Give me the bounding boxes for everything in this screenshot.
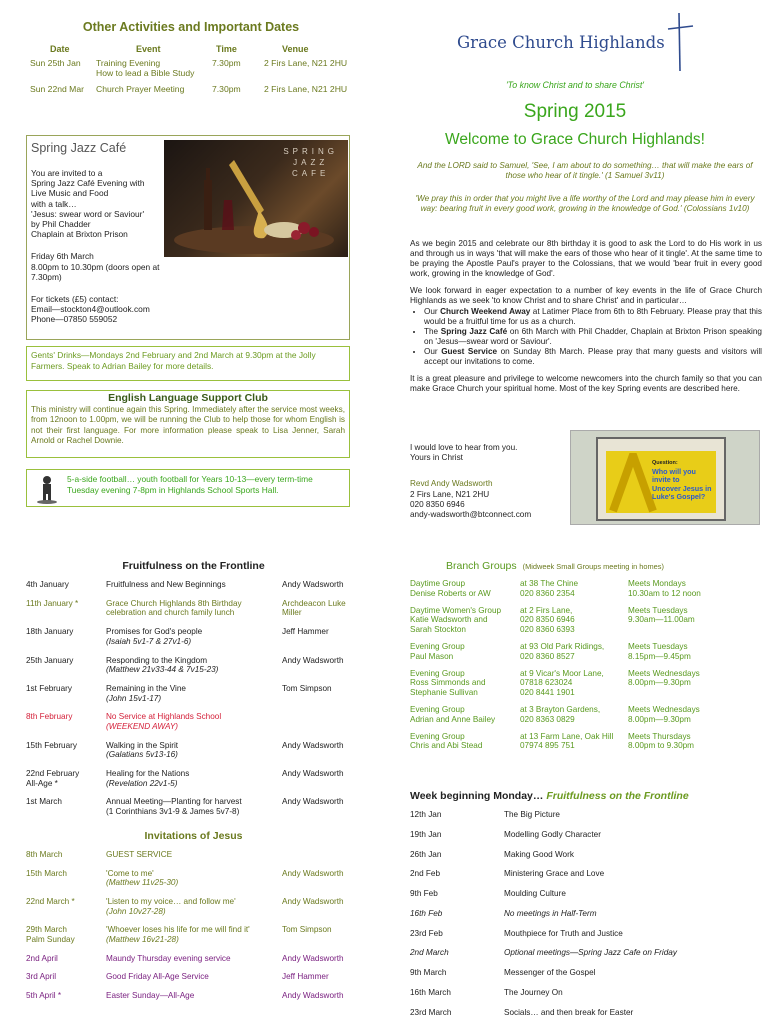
week-topic: Ministering Grace and Love <box>504 869 605 879</box>
intro-paragraph-3: It is a great pleasure and privilege to welcome newcomers into the church family so that you can make Grace Church your spiritual home. Most of the key Spring events are described here. <box>410 374 762 394</box>
clipboard-question: Question: Who will you invite to Uncover Jesus in Luke's Gospel? <box>652 460 712 501</box>
sermon-reference: (Revelation 22v1-5) <box>106 778 178 788</box>
table-row <box>410 705 765 732</box>
sermon-title: 'Whoever loses his life for me will find it' (Matthew 16v21-28) <box>106 925 250 944</box>
sign-email: andy-wadsworth@btconnect.com <box>410 510 532 520</box>
jazz-date: Friday 6th March 8.00pm to 10.30pm (doors open at 7.30pm) <box>31 251 160 282</box>
fruit-title: Fruitfulness on the Frontline <box>122 560 265 572</box>
activity-venue: 2 Firs Lane, N21 2HU <box>264 84 348 94</box>
week-date: 26th Jan <box>410 849 442 859</box>
football-player-icon <box>35 474 59 504</box>
table-row <box>410 850 765 870</box>
table-row <box>26 599 361 627</box>
group-time: Meets Wednesdays 8.00pm—9.30pm <box>628 704 700 724</box>
branch-header <box>410 560 765 572</box>
table-row <box>410 968 765 988</box>
sermon-date: 8th February <box>26 712 73 722</box>
sermon-speaker <box>282 850 361 869</box>
sermon-date: 25th January <box>26 655 74 665</box>
sermon-speaker: Tom Simpson <box>282 683 332 693</box>
table-row <box>26 684 361 712</box>
branch-subtitle: (Midweek Small Groups meeting in homes) <box>522 562 664 571</box>
sermon-table <box>26 580 361 826</box>
sermon-title: No Service at Highlands School (WEEKEND AWAY) <box>106 712 222 731</box>
week-date: 2nd March <box>410 948 449 958</box>
sermon-date: 3rd April <box>26 972 57 982</box>
sermon-title: Good Friday All-Age Service <box>106 972 209 982</box>
week-date: 12th Jan <box>410 810 442 819</box>
sermon-title: Promises for God's people (Isaiah 5v1-7 & 27v1-6) <box>106 627 203 646</box>
week-topic: Socials… and then break for Easter <box>504 1007 634 1017</box>
table-row <box>26 869 361 897</box>
jazz-invite: You are invited to a Spring Jazz Café Evening with Live Music and Food with a talk… 'Jesus: swear word or Saviour' by Phil Chadder Chaplain at Brixton Prison <box>31 168 145 240</box>
group-address: at 3 Brayton Gardens, 020 8363 0829 <box>520 704 601 724</box>
verse-samuel: And the LORD said to Samuel, 'See, I am about to do something… that will make the ears of those who hear of it tingle.' (1 Samuel 3v11) <box>417 161 753 181</box>
sermon-speaker: Andy Wadsworth <box>282 769 344 779</box>
sermon-title: 'Listen to my voice… and follow me' (John 10v27-28) <box>106 896 236 916</box>
church-logo <box>455 13 695 73</box>
table-row <box>410 642 765 669</box>
table-row <box>26 741 361 769</box>
sermon-reference: (Galatians 5v13-16) <box>106 750 178 760</box>
sermon-title: Annual Meeting—Planting for harvest (1 Corinthians 3v1-9 & James 5v7-8) <box>106 797 242 816</box>
activities-section <box>26 20 356 100</box>
branch-title: Branch Groups <box>446 560 517 572</box>
table-row <box>410 1008 765 1024</box>
table-row <box>410 732 765 759</box>
sermon-speaker: Andy Wadsworth <box>282 868 344 878</box>
invitations-title: Invitations of Jesus <box>144 829 243 842</box>
sermon-speaker: Andy Wadsworth <box>282 896 344 906</box>
table-row <box>410 869 765 889</box>
sermon-reference: (John 15v1-17) <box>106 693 162 703</box>
sermon-date: 22nd February All-Age * <box>26 769 80 788</box>
sermon-date: 29th March Palm Sunday <box>26 925 75 944</box>
sermon-reference: (WEEKEND AWAY) <box>106 721 179 731</box>
week-section <box>410 790 765 1024</box>
group-time: Meets Tuesdays 8.15pm—9.45pm <box>628 641 691 661</box>
clipboard-image <box>570 430 760 525</box>
sermon-date: 8th March <box>26 849 63 859</box>
jazz-tickets: For tickets (£5) contact: Email—stockton4@outlook.com Phone—07850 559052 <box>31 294 150 325</box>
group-name: Evening Group Paul Mason <box>410 641 465 661</box>
col-time: Time <box>216 44 237 54</box>
sermon-title: 'Come to me' (Matthew 11v25-30) <box>106 868 179 888</box>
sermon-title: Healing for the Nations (Revelation 22v1-5) <box>106 769 190 788</box>
activity-time: 7.30pm <box>212 58 241 68</box>
group-name: Evening Group Chris and Abi Stead <box>410 731 483 751</box>
jazz-cafe-box <box>26 135 350 340</box>
sign-phone: 020 8350 6946 <box>410 499 465 509</box>
table-row <box>26 656 361 684</box>
branch-table <box>410 579 765 758</box>
table-row <box>410 909 765 929</box>
week-topic: The Big Picture <box>504 810 560 819</box>
table-row <box>26 627 361 655</box>
sermon-reference: (Matthew 11v25-30) <box>106 878 179 888</box>
sign-line: Yours in Christ <box>410 453 463 463</box>
sermon-date: 4th January <box>26 580 69 589</box>
table-row <box>26 712 361 740</box>
table-row <box>410 988 765 1008</box>
sermon-title: GUEST SERVICE <box>106 849 173 859</box>
table-row <box>26 897 361 925</box>
activity-date: Sun 25th Jan <box>30 58 81 68</box>
sermon-reference: (John 10v27-28) <box>106 906 166 916</box>
intro-letter <box>410 239 762 401</box>
table-row <box>26 954 361 973</box>
sermon-reference: (Isaiah 5v1-7 & 27v1-6) <box>106 636 192 646</box>
sermon-speaker: Andy Wadsworth <box>282 797 344 807</box>
group-time: Meets Tuesdays 9.30am—11.00am <box>628 605 695 625</box>
sermon-speaker: Andy Wadsworth <box>282 655 344 665</box>
key-events-list <box>424 307 762 368</box>
sermon-speaker: Andy Wadsworth <box>282 991 344 1001</box>
week-date: 16th Feb <box>410 908 443 918</box>
table-row <box>410 579 765 606</box>
sermon-speaker: Jeff Hammer <box>282 972 329 982</box>
sermon-date: 15th February <box>26 740 77 750</box>
sermon-title: Grace Church Highlands 8th Birthday celebration and church family lunch <box>106 598 242 618</box>
table-row <box>410 669 765 705</box>
intro-paragraph-1: As we begin 2015 and celebrate our 8th birthday it is good to ask the Lord to do His work in us and through us in ways 'that will make the ears of those who hear of it tingle'. At the same time to be praying the Apostle Paul's prayer to the Colossians, that we would 'bear fruit in every good work, growing in the knowledge of God'. <box>410 239 762 279</box>
week-date: 23rd March <box>410 1007 452 1017</box>
group-time: Meets Wednesdays 8.00pm—9.30pm <box>628 668 700 688</box>
activity-date: Sun 22nd Mar <box>30 84 84 94</box>
table-row <box>26 769 361 797</box>
table-row <box>26 850 361 869</box>
branch-groups-section <box>410 560 765 758</box>
week-header: Week beginning Monday… Fruitfulness on the Frontline <box>410 790 689 802</box>
week-topic: Optional meetings—Spring Jazz Cafe on Friday <box>504 948 677 958</box>
sermon-title: Easter Sunday—All-Age <box>106 991 195 1001</box>
sign-name: Revd Andy Wadsworth <box>410 479 493 489</box>
jazz-title: Spring Jazz Café <box>31 141 127 155</box>
week-table <box>410 810 765 1024</box>
clipboard-icon <box>596 437 726 521</box>
week-topic: Modelling Godly Character <box>504 829 601 839</box>
group-address: at 13 Farm Lane, Oak Hill 07974 895 751 <box>520 731 614 751</box>
week-date: 2nd Feb <box>410 869 441 879</box>
activities-title: Other Activities and Important Dates <box>82 20 300 34</box>
sermon-date: 11th January * <box>26 598 79 608</box>
jazz-image-text: SPRING JAZZ CAFE <box>283 147 338 178</box>
tagline: 'To know Christ and to share Christ' <box>506 80 644 90</box>
sermon-title: Remaining in the Vine (John 15v1-17) <box>106 683 186 703</box>
welcome-heading: Welcome to Grace Church Highlands! <box>445 131 705 148</box>
week-date: 9th March <box>410 968 447 978</box>
english-club-title: English Language Support Club <box>108 392 268 404</box>
group-name: Daytime Group Denise Roberts or AW <box>410 579 491 598</box>
sermon-title: Walking in the Spirit (Galatians 5v13-16) <box>106 740 179 760</box>
sermon-speaker: Andy Wadsworth <box>282 740 344 750</box>
table-row <box>410 606 765 642</box>
week-date: 16th March <box>410 988 451 998</box>
activity-event: Church Prayer Meeting <box>96 84 185 94</box>
english-club-box <box>26 390 350 458</box>
table-row <box>26 991 361 1010</box>
sermon-speaker <box>282 712 361 740</box>
table-row <box>410 948 765 968</box>
table-row <box>26 58 356 84</box>
sermon-date: 22nd March * <box>26 896 75 906</box>
table-row <box>410 830 765 850</box>
group-address: at 38 The Chine 020 8360 2354 <box>520 579 579 598</box>
football-text: 5-a-side football… youth football for Years 10-13—every term-time Tuesday evening 7-8pm in Highlands School Sports Hall. <box>67 474 313 495</box>
week-topic: The Journey On <box>504 988 563 998</box>
sermon-title: Fruitfulness and New Beginnings <box>106 580 226 589</box>
col-venue: Venue <box>282 44 309 54</box>
logo-name: Grace Church Highlands <box>457 33 665 52</box>
group-address: at 2 Firs Lane, 020 8350 6946 020 8360 6393 <box>520 605 575 635</box>
gents-drinks-notice: Gents' Drinks—Mondays 2nd February and 2nd March at 9.30pm at the Jolly Farmers. Speak to Adrian Bailey for more details. <box>26 346 350 381</box>
group-time: Meets Mondays 10.30am to 12 noon <box>628 579 701 598</box>
sermon-date: 5th April * <box>26 991 62 1001</box>
sermon-title: Maundy Thursday evening service <box>106 953 231 963</box>
sermon-date: 18th January <box>26 627 74 637</box>
sermon-speaker: Jeff Hammer <box>282 627 329 637</box>
group-name: Evening Group Adrian and Anne Bailey <box>410 704 496 724</box>
week-date: 19th Jan <box>410 829 442 839</box>
table-row <box>26 972 361 991</box>
list-item: • Our Church Weekend Away at Latimer Place from 6th to 8th February. Please pray that this would be a fruitful time for us as a church. <box>424 307 762 327</box>
activities-table <box>26 44 356 100</box>
table-row <box>410 889 765 909</box>
sermon-title: Responding to the Kingdom (Matthew 21v33-44 & 7v15-23) <box>106 655 219 675</box>
sign-line: I would love to hear from you. <box>410 443 518 452</box>
table-row <box>26 925 361 953</box>
verse-colossians: 'We pray this in order that you might live a life worthy of the Lord and may please him in every way: bearing fruit in every good work, growing in the knowledge of God.' (Colossians 1v10) <box>415 194 755 214</box>
group-time: Meets Thursdays 8.00pm to 9.30pm <box>628 731 694 751</box>
sermon-speaker: Andy Wadsworth <box>282 953 344 963</box>
sermon-speaker: Archdeacon Luke Miller <box>282 598 346 618</box>
sermon-speaker: Andy Wadsworth <box>282 580 344 589</box>
table-row <box>26 84 356 100</box>
sermon-date: 2nd April <box>26 953 58 963</box>
activity-event: Training Evening How to lead a Bible Study <box>96 58 195 78</box>
invitations-table <box>26 850 361 1010</box>
week-topic: Messenger of the Gospel <box>504 968 596 978</box>
activity-venue: 2 Firs Lane, N21 2HU <box>264 58 348 68</box>
activity-time: 7.30pm <box>212 84 241 94</box>
group-name: Evening Group Ross Simmonds and Stephanie Sullivan <box>410 668 486 698</box>
sermon-date: 1st March <box>26 797 62 807</box>
sermon-date: 1st February <box>26 683 72 693</box>
sermon-reference: (Matthew 16v21-28) <box>106 934 179 944</box>
list-item: • The Spring Jazz Café on 6th March with Phil Chadder, Chaplain at Brixton Prison speaking on 'Jesus—swear word or Saviour'. <box>424 327 762 347</box>
table-row <box>26 580 361 599</box>
letter-a-icon <box>608 453 658 513</box>
fruitfulness-section <box>26 560 361 1010</box>
week-topic: Mouthpiece for Truth and Justice <box>504 928 623 938</box>
col-event: Event <box>136 44 161 54</box>
spring-title: Spring 2015 <box>523 101 627 122</box>
sign-address: 2 Firs Lane, N21 2HU <box>410 489 490 499</box>
sermon-speaker: Tom Simpson <box>282 925 332 935</box>
intro-paragraph-2: We look forward in eager expectation to a number of key events in the life of Grace Church Highlands as we seek 'to know Christ and to share Christ' and in particular… <box>410 286 762 306</box>
cross-icon <box>665 11 695 73</box>
week-topic: Moulding Culture <box>504 889 566 899</box>
football-notice <box>26 469 350 507</box>
table-row <box>26 797 361 825</box>
col-date: Date <box>50 44 70 54</box>
group-address: at 93 Old Park Ridings, 020 8360 8527 <box>520 641 605 661</box>
week-date: 23rd Feb <box>410 928 443 938</box>
week-date: 9th Feb <box>410 889 438 899</box>
english-club-body: This ministry will continue again this Spring. Immediately after the service most weeks, from 12noon to 1.00pm, we will be running the Club to help those for whom English is not their first language. For more information please speak to Lisa Jenner, Sarah Arnold or Rachel Downie. <box>31 405 345 445</box>
table-row <box>410 810 765 830</box>
sermon-date: 15th March <box>26 868 67 878</box>
week-topic: No meetings in Half-Term <box>504 908 597 918</box>
group-name: Daytime Women's Group Katie Wadsworth and Sarah Stockton <box>410 605 502 635</box>
week-topic: Making Good Work <box>504 849 574 859</box>
table-row <box>410 929 765 949</box>
sermon-reference: (Matthew 21v33-44 & 7v15-23) <box>106 665 219 675</box>
list-item: • Our Guest Service on Sunday 8th March. Please pray that many guests and visitors will accept our invitations to come. <box>424 347 762 367</box>
signature-block <box>410 443 570 520</box>
jazz-cafe-image <box>164 140 348 257</box>
group-address: at 9 Vicar's Moor Lane, 07818 623024 020 8441 1901 <box>520 668 604 698</box>
